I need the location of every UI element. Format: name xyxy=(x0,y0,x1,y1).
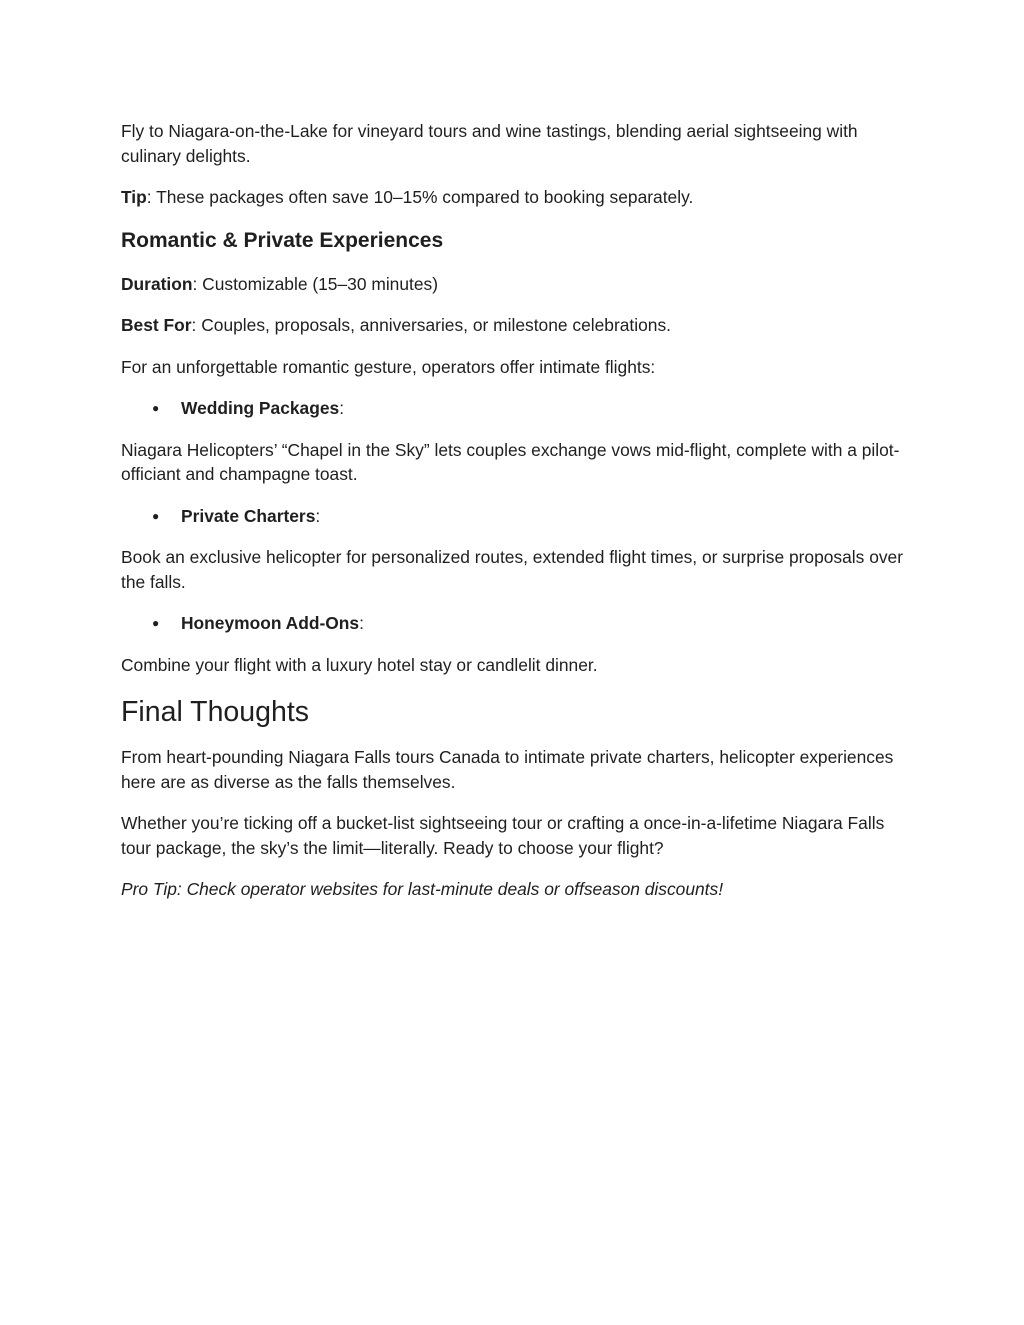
bullet-list-charters xyxy=(121,504,911,529)
item-colon: : xyxy=(339,398,345,418)
duration-label: Duration xyxy=(121,273,193,294)
duration-line xyxy=(121,272,911,297)
item-label: Honeymoon Add-Ons xyxy=(181,613,360,633)
duration-text: : Customizable (15–30 minutes) xyxy=(192,273,439,294)
list-item xyxy=(121,611,911,636)
bullet-list-honeymoon xyxy=(121,611,911,636)
bullet-icon: ● xyxy=(152,616,160,630)
item-description: Combine your flight with a luxury hotel stay or candlelit dinner. xyxy=(121,654,598,675)
tip-label: Tip xyxy=(121,187,147,207)
item-colon: : xyxy=(359,613,364,633)
item-description: Book an exclusive helicopter for personalized routes, extended flight times, or surprise proposals over the falls. xyxy=(121,547,904,592)
final-heading: Final Thoughts xyxy=(121,696,310,728)
bullet-icon: ● xyxy=(152,508,160,523)
tip-text: : These packages often save 10–15% compared to booking separately. xyxy=(146,187,694,207)
romantic-heading: Romantic & Private Experiences xyxy=(121,228,444,252)
item-description: Niagara Helicopters’ “Chapel in the Sky” lets couples exchange vows mid-flight, complete with a pilot-officiant and champagne toast. xyxy=(121,439,900,484)
romantic-lead: For an unforgettable romantic gesture, operators offer intimate flights: xyxy=(121,356,656,377)
item-colon: : xyxy=(315,505,321,526)
list-item xyxy=(121,396,911,421)
item-label: Wedding Packages xyxy=(181,398,340,418)
bestfor-text: : Couples, proposals, anniversaries, or milestone celebrations. xyxy=(191,315,671,335)
document-page xyxy=(121,119,911,919)
final-paragraph-2: Whether you’re ticking off a bucket-list sightseeing tour or crafting a once-in-a-lifetime Niagara Falls tour package, the sky’s the limit—literally. Ready to choose your flight? xyxy=(121,813,885,858)
pro-tip: Pro Tip: Check operator websites for last-minute deals or offseason discounts! xyxy=(121,879,724,899)
bestfor-line xyxy=(121,313,911,338)
bestfor-label: Best For xyxy=(121,315,192,335)
list-item xyxy=(121,504,911,529)
item-label: Private Charters xyxy=(181,505,316,526)
bullet-list-wedding xyxy=(121,396,911,421)
intro-paragraph: Fly to Niagara-on-the-Lake for vineyard tours and wine tastings, blending aerial sightseeing with culinary delights. xyxy=(121,121,858,166)
tip-paragraph xyxy=(121,185,911,210)
final-paragraph-1: From heart-pounding Niagara Falls tours Canada to intimate private charters, helicopter experiences here are as diverse as the falls themselves. xyxy=(121,747,894,792)
bullet-icon: ● xyxy=(152,401,160,415)
